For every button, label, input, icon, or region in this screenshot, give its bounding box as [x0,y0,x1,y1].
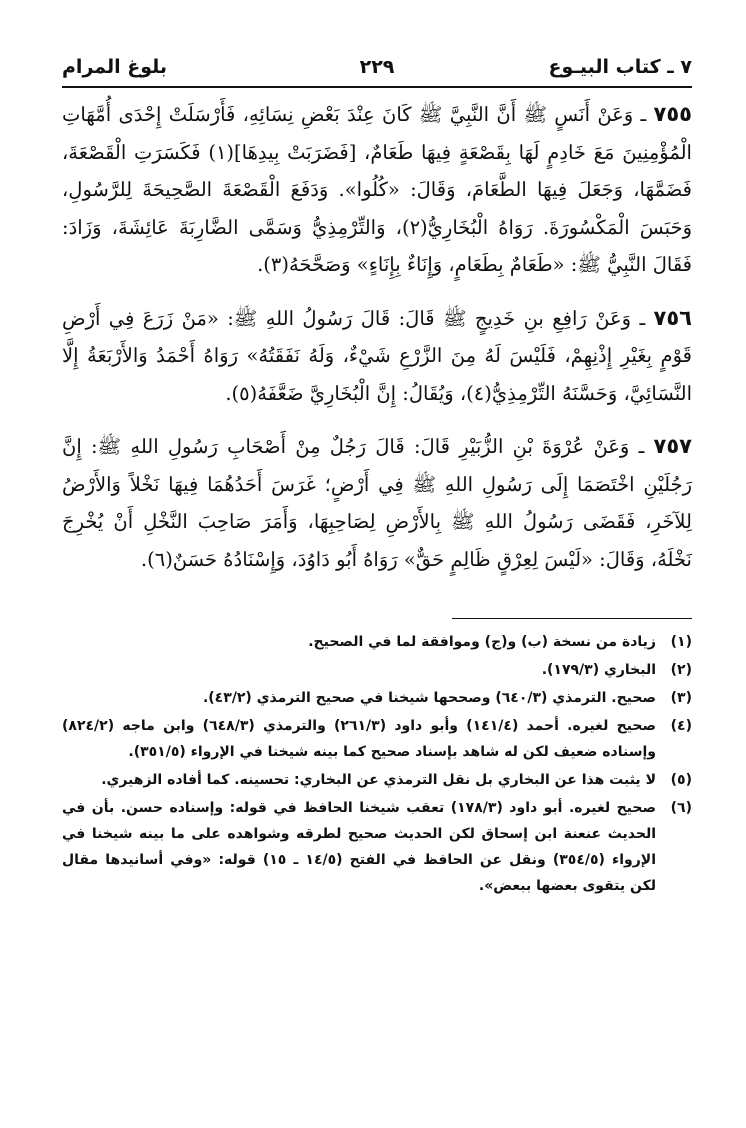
hadith-text: ـ وَعَنْ عُرْوَةَ بْنِ الزُّبَيْرِ قَالَ: قَالَ رَجُلٌ مِنْ أَصْحَابِ رَسُولِ اللهِ ﷺ: إِنَّ رَجُلَيْنِ اخْتَصَمَا إِلَى رَسُولِ اللهِ ﷺ فِي أَرْضٍ؛ غَرَسَ أَحَدُهُمَا فِيهَا نَخْلاً وَالأَرْضُ لِلآخَرِ، فَقَضَى رَسُولُ اللهِ ﷺ بِالأَرْضِ لِصَاحِبِهَا، وَأَمَرَ صَاحِبَ النَّخْلِ أَنْ يُخْرِجَ نَخْلَهُ، وَقَالَ: «لَيْسَ لِعِرْقٍ ظَالِمٍ حَقٌّ» رَوَاهُ أَبُو دَاوُدَ، وَإِسْنَادُهُ حَسَنٌ(٦). [62,435,692,571]
footnote-3 [62,685,692,711]
footnote-marker: (٦) [670,800,692,816]
footnote-text: صحيح لغيره. أبو داود (١٧٨/٣) تعقب شيخنا الحافظ في قوله: وإسناده حسن. بأن في الحديث عنعنة ابن إسحاق لكن الحديث صحيح لطرقه وشواهده على ما بينه شيخنا في الإرواء (٣٥٤/٥) ونقل عن الحافظ في الفتح (١٤/٥ ـ ١٥) قوله: «وفي أسانيدها مقال لكن يتقوى بعضها ببعض». [62,800,656,894]
footnote-marker: (٥) [670,772,692,788]
footnotes [62,629,692,899]
hadith-757 [62,428,692,578]
footnote-marker: (١) [670,634,692,650]
footnote-5 [62,767,692,793]
hadith-list [62,96,692,578]
hadith-number: ٧٥٧ [653,434,692,458]
hadith-755 [62,96,692,284]
footnote-6 [62,795,692,899]
footnote-text: صحيح. الترمذي (٦٤٠/٣) وصححها شيخنا في صحيح الترمذي (٤٣/٢). [202,690,656,706]
footnote-marker: (٣) [670,690,692,706]
footnote-marker: (٤) [670,718,692,734]
footnote-2 [62,657,692,683]
running-header [62,52,692,86]
hadith-text: ـ وَعَنْ رَافِعِ بنِ خَدِيجٍ ﷺ قَالَ: قَالَ رَسُولُ اللهِ ﷺ: «مَنْ زَرَعَ فِي أَرْضِ قَوْمٍ بِغَيْرِ إِذْنِهِمْ، فَلَيْسَ لَهُ مِنَ الزَّرْعِ شَيْءٌ، وَلَهُ نَفَقَتُهُ» رَوَاهُ أَحْمَدُ وَالأَرْبَعَةُ إِلَّا النَّسَائِيَّ، وَحَسَّنَهُ التِّرْمِذِيُّ(٤)، وَيُقَالُ: إِنَّ الْبُخَارِيَّ ضَعَّفَهُ(٥). [62,306,692,405]
footnote-4 [62,713,692,765]
hadith-number: ٧٥٦ [653,305,692,330]
book-page [62,52,692,1092]
footnote-text: صحيح لغيره. أحمد (١٤١/٤) وأبو داود (٢٦١/٣) والترمذي (٦٤٨/٣) وابن ماجه (٨٢٤/٢) وإسناده ضعيف لكن له شاهد بإسناد صحيح كما بينه شيخنا في الإرواء (٣٥١/٥). [62,718,656,760]
page-number: ٢٢٩ [359,56,395,78]
header-rule [62,86,692,88]
footnote-marker: (٢) [670,662,692,678]
book-title: بلوغ المرام [62,56,168,78]
footnote-separator [452,618,692,619]
hadith-756 [62,300,692,413]
footnote-text: لا يثبت هذا عن البخاري بل نقل الترمذي عن البخاري: تحسينه. كما أفاده الزهيري. [101,772,656,788]
footnote-1 [62,629,692,655]
chapter-title: ٧ ـ كتاب البيـوع [548,56,692,78]
hadith-text: ـ وَعَنْ أَنَسٍ ﷺ أَنَّ النَّبِيَّ ﷺ كَانَ عِنْدَ بَعْضِ نِسَائِهِ، فَأَرْسَلَتْ إِحْدَى أُمَّهَاتِ الْمُؤْمِنِينَ مَعَ خَادِمٍ لَهَا بِقَصْعَةٍ فِيهَا طَعَامٌ، [فَضَرَبَتْ بِيدِهَا](١) فَكَسَرَتِ الْقَصْعَةَ، فَضَمَّهَا، وَجَعَلَ فِيهَا الطَّعَامَ، وَقَالَ: «كُلُوا». وَدَفَعَ الْقَصْعَةَ الصَّحِيحَةَ لِلرَّسُولِ، وَحَبَسَ الْمَكْسُورَةَ. رَوَاهُ الْبُخَارِيُّ(٢)، وَالتِّرْمِذِيُّ وَسَمَّى الضَّارِبَةَ عَائِشَةَ، وَزَادَ: فَقَالَ النَّبِيُّ ﷺ: «طَعَامٌ بِطَعَامٍ، وَإِنَاءٌ بِإِنَاءٍ» وَصَحَّحَهُ(٣). [62,103,693,276]
hadith-number: ٧٥٥ [653,102,692,126]
footnote-text: زيادة من نسخة (ب) و(ج) وموافقة لما في الصحيح. [308,634,656,650]
footnote-text: البخاري (١٧٩/٣). [541,662,656,678]
